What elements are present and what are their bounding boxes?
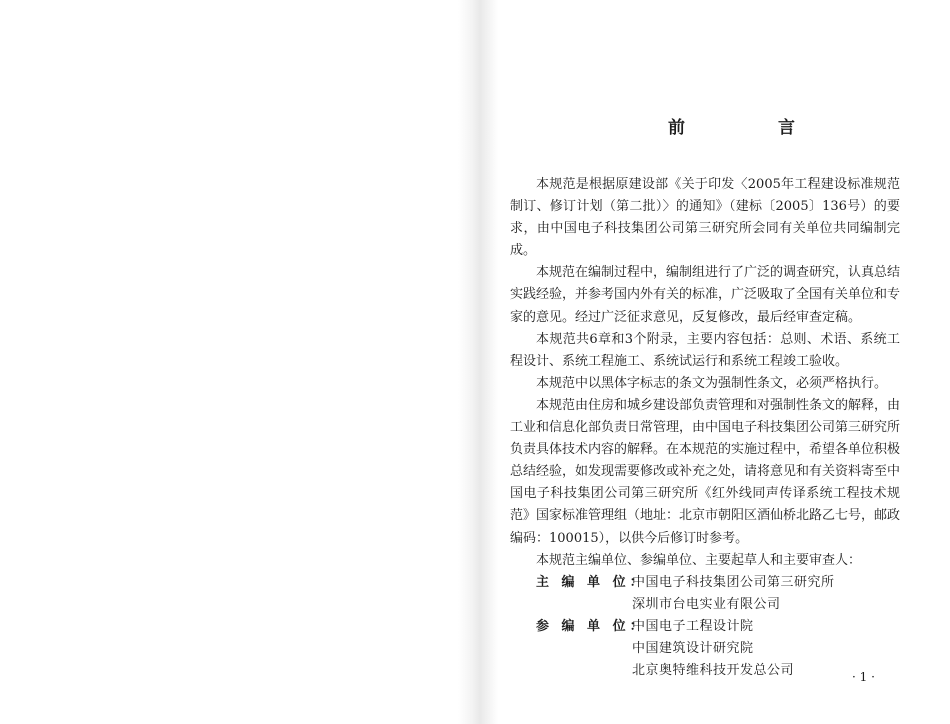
chief-editor-unit: 中国电子科技集团公司第三研究所 (632, 574, 835, 590)
left-blank-page (0, 0, 458, 724)
paragraph-management: 本规范由住房和城乡建设部负责管理和对强制性条文的解释，由工业和信息化部负责日常管理，由中国电子科技集团公司第三研究所负责具体技术内容的解释。在本规范的实施过程中，希望各单位积极总结经验，如发现需要修改或补充之处，请将意见和有关资料寄至中国电子科技集团公司第三研究所《红外线同声传译系统工程技术规范》国家标准管理组（地址：北京市朝阳区酒仙桥北路乙七号，邮政编码：100015），以供今后修订时参考。 (510, 397, 901, 546)
participating-unit: 中国建筑设计研究院 (632, 640, 754, 656)
foreword-body (510, 174, 900, 682)
paragraph-contents: 本规范共6章和3个附录，主要内容包括：总则、术语、系统工程设计、系统工程施工、系统试运行和系统工程竣工验收。 (510, 331, 900, 369)
chief-editor-units (510, 572, 900, 616)
participating-units (510, 616, 900, 682)
book-gutter-shadow (458, 0, 498, 724)
chief-editor-unit: 深圳市台电实业有限公司 (632, 596, 781, 612)
participating-unit: 中国电子工程设计院 (632, 618, 754, 634)
participating-unit: 北京奥特维科技开发总公司 (632, 663, 795, 679)
participating-label: 参 编 单 位： (536, 618, 647, 634)
section-title: 前 言 (668, 118, 833, 138)
paragraph-mandatory: 本规范中以黑体字标志的条文为强制性条文，必须严格执行。 (536, 375, 888, 391)
paragraph-basis: 本规范是根据原建设部《关于印发〈2005年工程建设标准规范制订、修订计划（第二批）〉的通知》（建标〔2005〕136号）的要求，由中国电子科技集团公司第三研究所会同有关单位共同编制完成。 (510, 177, 900, 259)
page-number: · 1 · (852, 670, 875, 684)
paragraph-process: 本规范在编制过程中，编制组进行了广泛的调查研究，认真总结实践经验，并参考国内外有关的标准，广泛吸取了全国有关单位和专家的意见。经过广泛征求意见，反复修改，最后经审查定稿。 (510, 265, 901, 325)
chief-editor-label: 主 编 单 位： (536, 574, 647, 590)
paragraph-units-intro: 本规范主编单位、参编单位、主要起草人和主要审查人： (536, 552, 862, 568)
